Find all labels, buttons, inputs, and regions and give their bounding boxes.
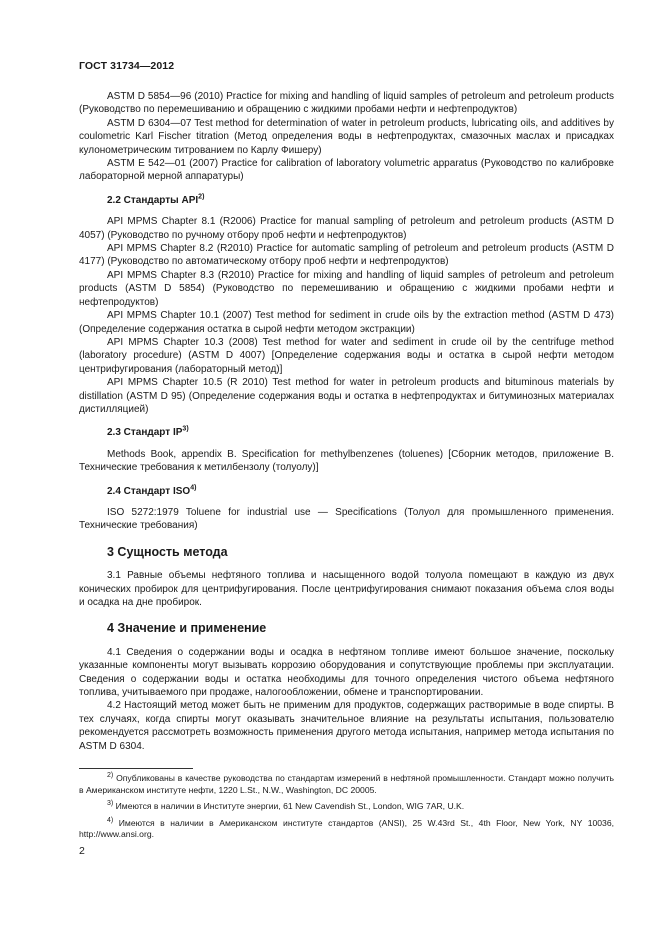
paragraph-3-1: 3.1 Равные объемы нефтяного топлива и насыщенного водой толуола помещают в каждую из двух конических пробирок для центрифугирования. После центрифугирования снимают показания объема слоя воды и осадка на дне пробирок. (79, 570, 614, 608)
ref-api-8-2: API MPMS Chapter 8.2 (R2010) Practice for automatic sampling of petroleum and petroleum products (ASTM D 4177) (Руководство по автоматическому отбору проб нефти и нефтепродуктов) (79, 243, 614, 268)
page-number: 2 (79, 845, 85, 857)
section-2-4-heading (107, 485, 614, 498)
footnote-text: Опубликованы в качестве руководства по стандартам измерений в нефтяной промышленности. Стандарт можно получить в Американском институте нефти, 1220 L.St., N.W., Washington, DC 20005. (79, 773, 614, 795)
ref-astm-d5854: ASTM D 5854—96 (2010) Practice for mixing and handling of liquid samples of petroleum and petroleum products (Руководство по перемешиванию и обращению с жидкими пробами нефти и нефтепродуктов) (79, 91, 614, 116)
footnote-3 (79, 801, 614, 813)
footnote-text: Имеются в наличии в Институте энергии, 61 New Cavendish St., London, WIG 7AR, U.K. (115, 801, 465, 812)
ref-api-10-3: API MPMS Chapter 10.3 (2008) Test method for water and sediment in crude oil by the centrifuge method (laboratory procedure) (ASTM D 4007) [Определение содержания воды и остатка в сырой нефти методом центрифугирования (лабораторный метод)] (79, 336, 614, 375)
footnote-separator (79, 768, 193, 769)
running-header: ГОСТ 31734—2012 (79, 60, 175, 72)
ref-api-8-1: API MPMS Chapter 8.1 (R2006) Practice for manual sampling of petroleum and petroleum products (ASTM D 4057) (Руководство по ручному отбору проб нефти и нефтепродуктов) (79, 216, 614, 241)
ref-iso-5272: ISO 5272:1979 Toluene for industrial use — Specifications (Толуол для промышленного применения. Технические требования) (79, 506, 614, 532)
ref-ip-methods-book: Methods Book, appendix B. Specification for methylbenzenes (toluenes) [Сборник методов, приложение B. Технические требования к метилбензолу (толуолу)] (79, 448, 614, 474)
section-2-3-title: 2.3 Стандарт IP (107, 427, 183, 439)
section-3-heading: 3 Сущность метода (107, 544, 228, 559)
footnote-ref-3: 3) (182, 426, 189, 434)
ref-api-10-5: API MPMS Chapter 10.5 (R 2010) Test method for water in petroleum products and bituminous materials by distillation (ASTM D 95) (Определение содержания воды и остатка в нефтепродуктах и битуминозных материалах дистилляцией) (79, 377, 614, 415)
footnote-mark: 3) (107, 800, 114, 808)
ref-astm-e542: ASTM E 542—01 (2007) Practice for calibration of laboratory volumetric apparatus (Руководство по калибровке лабораторной мерной аппаратуры) (79, 158, 614, 183)
footnote-ref-4: 4) (190, 484, 197, 492)
paragraph-4-1: 4.1 Сведения о содержании воды и осадка в нефтяном топливе имеют большое значение, поскольку указанные компоненты могут вызывать коррозию оборудования и сопутствующие проблемы при эксплуатации. Сведения о содержании воды и остатка необходимы для точного определения чистого объема нефтяного топлива, учитываемого при продаже, налогообложении, обмене и транспортировании. (79, 646, 614, 699)
section-2-2-heading (107, 194, 614, 207)
main-text (79, 90, 614, 753)
footnotes (79, 773, 614, 846)
paragraph-4-2: 4.2 Настоящий метод может быть не применим для продуктов, содержащих растворимые в воде спирты. В тех случаях, когда спирты могут оказывать значительное влияние на результаты испытания, пользователю рекомендуется рассмотреть возможность применения другого метода испытания, например метода испытания по ASTM D 6304. (79, 700, 614, 752)
section-2-4-title: 2.4 Стандарт ISO (107, 485, 191, 497)
section-2-2-title: 2.2 Стандарты API (107, 194, 199, 206)
ref-api-10-1: API MPMS Chapter 10.1 (2007) Test method for sediment in crude oils by the extraction method (ASTM D 473) (Определение содержания остатка в сырой нефти методом экстракции) (79, 310, 614, 335)
ref-astm-d6304: ASTM D 6304—07 Test method for determination of water in petroleum products, lubricating oils, and additives by coulometric Karl Fischer titration (Метод определения воды в нефтепродуктах, смазочных маслах и присадках кулонометрическим титрованием по Карлу Фишеру) (79, 117, 614, 156)
footnote-ref-2: 2) (198, 193, 205, 201)
footnote-mark: 2) (107, 772, 114, 780)
section-4-heading: 4 Значение и применение (107, 621, 267, 636)
footnote-2 (79, 773, 614, 796)
footnote-mark: 4) (107, 816, 114, 824)
footnote-4 (79, 818, 614, 841)
ref-api-8-3: API MPMS Chapter 8.3 (R2010) Practice for mixing and handling of liquid samples of petroleum and petroleum products (ASTM D 5854) (Руководство по перемешиванию и обращению с жидкими пробами нефти и нефтепродуктов) (79, 269, 614, 308)
footnote-text: Имеются в наличии в Американском институте стандартов (ANSI), 25 W.43rd St., 4th Floor, New York, NY 10036, http://www.ansi.org. (79, 817, 614, 840)
section-2-3-heading (107, 426, 614, 439)
